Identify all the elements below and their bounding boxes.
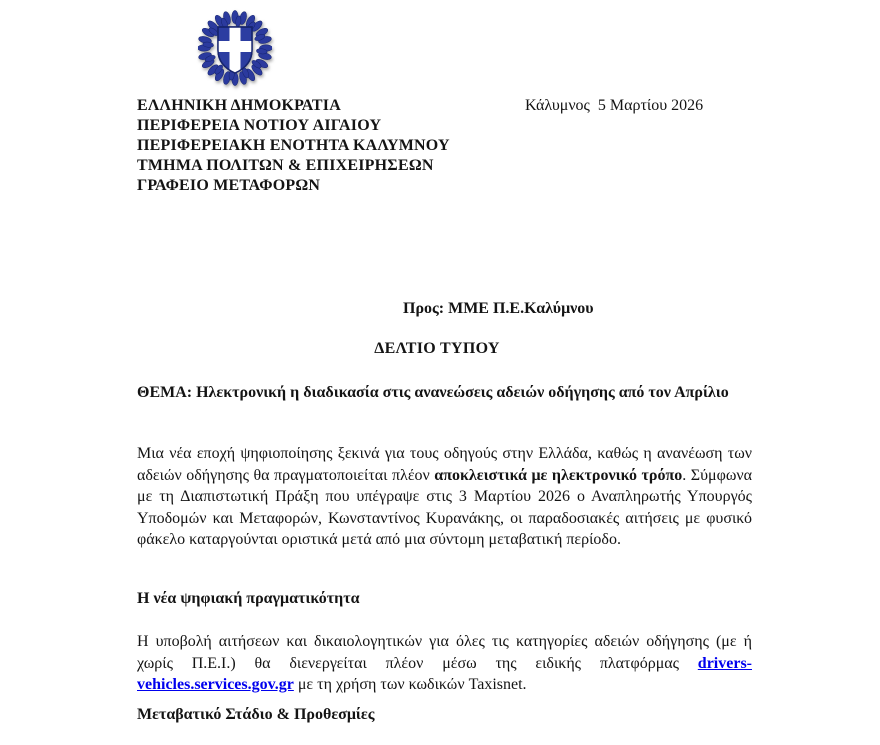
dateline: Κάλυμνος 5 Μαρτίου 2026 xyxy=(525,97,704,114)
letterhead-line-region: ΠΕΡΙΦΕΡΕΙΑ ΝΟΤΙΟΥ ΑΙΓΑΙΟΥ xyxy=(137,117,382,134)
body-text: . Σύμφωνα με τη Διαπιστωτική Πράξη που υπέγραψε στις 3 Μαρτίου 2026 ο Αναπληρωτής Υπουργός Υποδομών και Μεταφορών, Κωνσταντίνος Κυρανάκης, οι παραδοσιακές αιτήσεις με φυσικό φάκελο καταργούνται οριστικά μετά από μια σύντομη μεταβατική περίοδο. xyxy=(137,466,752,548)
press-release-title: ΔΕΛΤΙΟ ΤΥΠΟΥ xyxy=(374,340,500,357)
greek-coat-of-arms-icon xyxy=(198,7,272,87)
paragraph-platform xyxy=(137,631,752,696)
letterhead-line-office: ΓΡΑΦΕΙΟ ΜΕΤΑΦΟΡΩΝ xyxy=(137,177,321,194)
body-text: Μια νέα εποχή ψηφιοποίησης ξεκινά για τους οδηγούς στην Ελλάδα, καθώς η ανανέωση των αδειών οδήγησης θα πραγματοποιείται πλέον xyxy=(137,445,752,484)
section-heading-transition: Μεταβατικό Στάδιο & Προθεσμίες xyxy=(137,706,375,723)
platform-link[interactable]: drivers-vehicles.services.gov.gr xyxy=(137,654,752,693)
letterhead-line-department: ΤΜΗΜΑ ΠΟΛΙΤΩΝ & ΕΠΙΧΕΙΡΗΣΕΩΝ xyxy=(137,157,434,174)
body-text: Η υποβολή αιτήσεων και δικαιολογητικών για όλες τις κατηγορίες αδειών οδήγησης (με ή χωρίς Π.Ε.Ι.) θα διενεργείται πλέον μέσω της ειδικής πλατφόρμας xyxy=(137,633,752,672)
paragraph-intro xyxy=(137,443,752,551)
section-heading-digital-reality: Η νέα ψηφιακή πραγματικότητα xyxy=(137,590,360,607)
letterhead-line-regional-unit: ΠΕΡΙΦΕΡΕΙΑΚΗ ΕΝΟΤΗΤΑ ΚΑΛΥΜΝΟΥ xyxy=(137,137,450,154)
letterhead-line-republic: ΕΛΛΗΝΙΚΗ ΔΗΜΟΚΡΑΤΙΑ xyxy=(137,97,341,114)
subject-line: ΘΕΜΑ: Ηλεκτρονική η διαδικασία στις ανανεώσεις αδειών οδήγησης από τον Απρίλιο xyxy=(137,384,729,401)
recipient-line: Προς: ΜΜΕ Π.Ε.Καλύμνου xyxy=(403,300,594,317)
emphasized-text: αποκλειστικά με ηλεκτρονικό τρόπο xyxy=(434,466,683,484)
letterhead xyxy=(137,96,450,196)
body-text: με τη χρήση των κωδικών Taxisnet. xyxy=(293,676,527,693)
